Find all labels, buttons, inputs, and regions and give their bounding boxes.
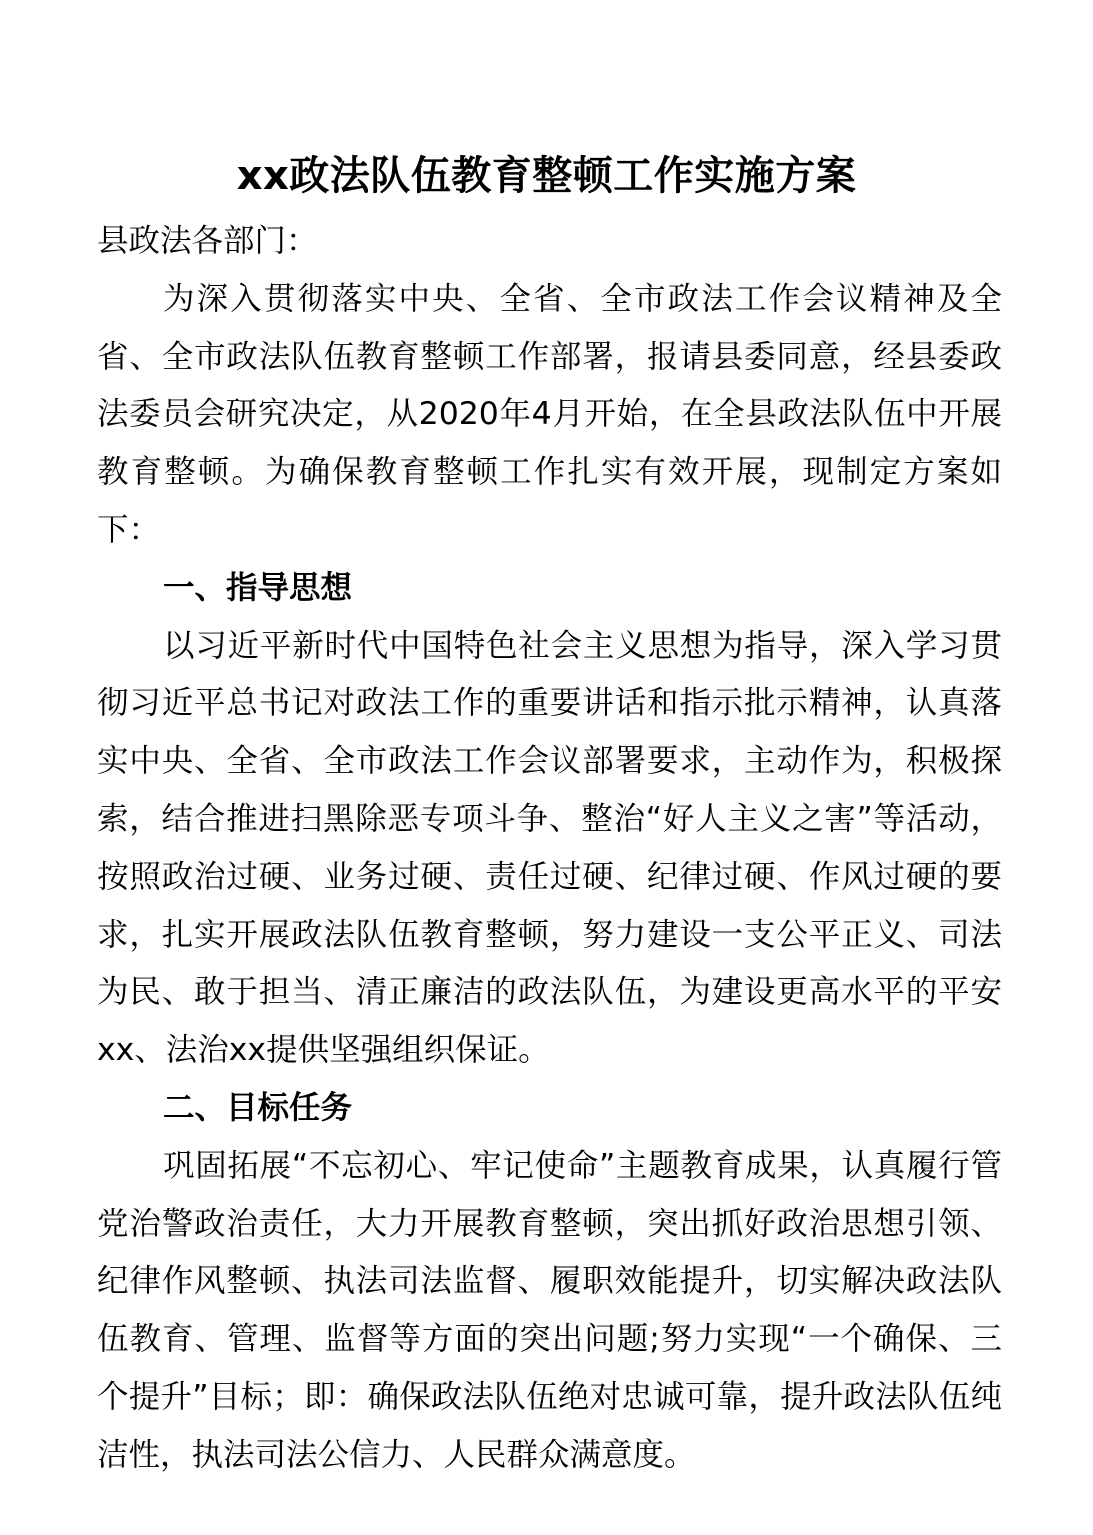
section-heading-goals-tasks: 二、目标任务 bbox=[163, 1089, 353, 1126]
intro-paragraph: 为深入贯彻落实中央、全省、全市政法工作会议精神及全省、全市政法队伍教育整顿工作部署，报请县委同意，经县委政法委员会研究决定，从2020年4月开始，在全县政法队伍中开展教育整顿。为确保教育整顿工作扎实有效开展，现制定方案如下： bbox=[97, 280, 1002, 548]
salutation: 县政法各部门： bbox=[97, 223, 318, 259]
goals-tasks-paragraph: 巩固拓展“不忘初心、牢记使命”主题教育成果，认真履行管党治警政治责任，大力开展教育整顿，突出抓好政治思想引领、纪律作风整顿、执法司法监督、履职效能提升，切实解决政法队伍教育、管理、监督等方面的突出问题;努力实现“一个确保、三个提升”目标；即：确保政法队伍绝对忠诚可靠，提升政法队伍纯洁性，执法司法公信力、人民群众满意度。 bbox=[97, 1147, 1002, 1473]
document-title: xx政法队伍教育整顿工作实施方案 bbox=[236, 153, 857, 199]
document-body bbox=[97, 213, 1002, 1485]
guiding-ideology-paragraph: 以习近平新时代中国特色社会主义思想为指导，深入学习贯彻习近平总书记对政法工作的重要讲话和指示批示精神，认真落实中央、全省、全市政法工作会议部署要求，主动作为，积极探索，结合推进扫黑除恶专项斗争、整治“好人主义之害”等活动，按照政治过硬、业务过硬、责任过硬、纪律过硬、作风过硬的要求，扎实开展政法队伍教育整顿，努力建设一支公平正义、司法为民、敢于担当、清正廉洁的政法队伍，为建设更高水平的平安xx、法治xx提供坚强组织保证。 bbox=[97, 627, 1002, 1069]
section-heading-guiding-ideology: 一、指导思想 bbox=[163, 569, 353, 606]
